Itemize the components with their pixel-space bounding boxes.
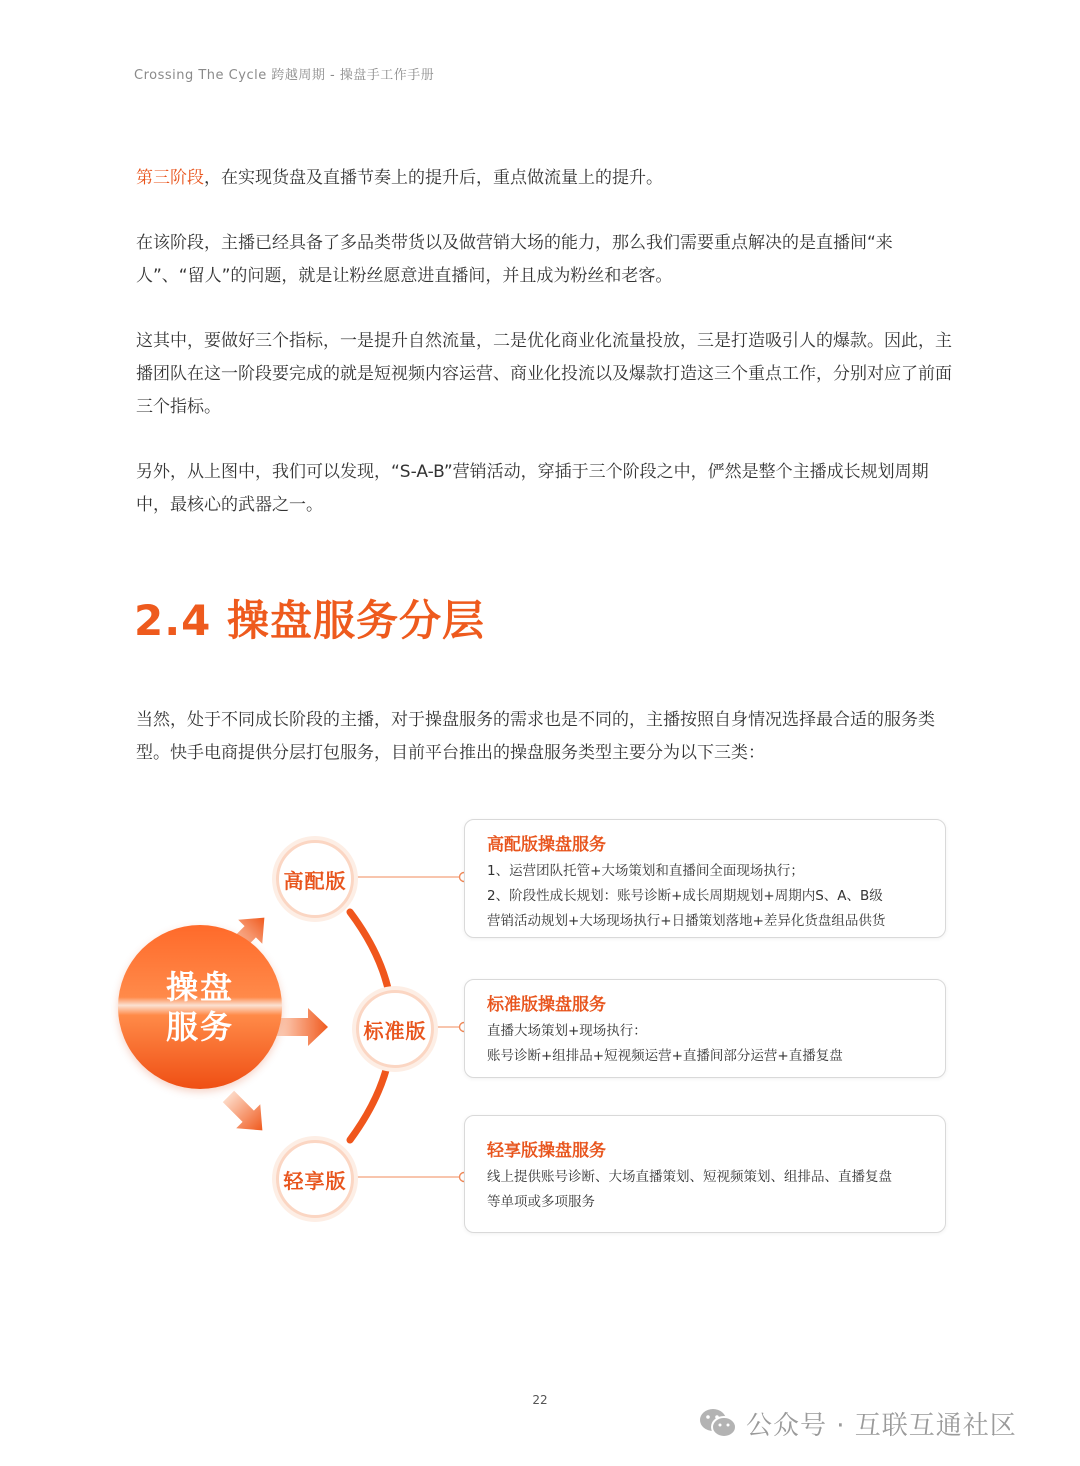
node-premium: 高配版: [276, 840, 354, 918]
node-lite: 轻享版: [276, 1140, 354, 1218]
center-circle: [118, 925, 282, 1089]
center-label: 服务: [165, 1008, 234, 1046]
paragraph-stage-description: 在该阶段，主播已经具备了多品类带货以及做营销大场的能力，那么我们需要重点解决的是直播间“来人”、“留人”的问题，就是让粉丝愿意进直播间，并且成为粉丝和老客。: [136, 233, 893, 286]
node-standard: 标准版: [356, 990, 434, 1068]
card-line: 1、运营团队托管+大场策划和直播间全面现场执行；: [487, 863, 804, 879]
card-title: 标准版操盘服务: [487, 995, 606, 1015]
paragraph-service-intro: 当然，处于不同成长阶段的主播，对于操盘服务的需求也是不同的，主播按照自身情况选择最合适的服务类型。快手电商提供分层打包服务，目前平台推出的操盘服务类型主要分为以下三类：: [136, 710, 935, 763]
paragraph-sab-activity: 另外，从上图中，我们可以发现，“S-A-B”营销活动，穿插于三个阶段之中，俨然是整个主播成长规划周期中，最核心的武器之一。: [136, 462, 929, 515]
arrow-right-icon: [276, 1008, 328, 1046]
card-line: 等单项或多项服务: [487, 1194, 595, 1210]
paragraph-stage-three: [136, 162, 956, 195]
card-line: 直播大场策划+现场执行：: [487, 1023, 647, 1039]
card-title: 高配版操盘服务: [487, 835, 606, 855]
card-line: 账号诊断+组排品+短视频运营+直播间部分运营+直播复盘: [487, 1048, 843, 1064]
card-line: 线上提供账号诊断、大场直播策划、短视频策划、组排品、直播复盘: [487, 1169, 892, 1185]
page-number: 22: [532, 1393, 548, 1407]
card-line: 营销活动规划+大场现场执行+日播策划落地+差异化货盘组品供货: [487, 913, 886, 929]
card-lite-service: [464, 1115, 946, 1233]
section-title: 2.4 操盘服务分层: [134, 596, 486, 645]
highlight-stage-label: 第三阶段: [136, 168, 204, 188]
card-line: 2、阶段性成长规划：账号诊断+成长周期规划+周期内S、A、B级: [487, 888, 883, 904]
center-label: 操盘: [165, 968, 234, 1006]
paragraph-text: ，在实现货盘及直播节奏上的提升后，重点做流量上的提升。: [204, 168, 663, 188]
paragraph-three-indicators: 这其中，要做好三个指标，一是提升自然流量，二是优化商业化流量投放，三是打造吸引人的爆款。因此，主播团队在这一阶段要完成的就是短视频内容运营、商业化投流以及爆款打造这三个重点工作，分别对应了前面三个指标。: [136, 331, 952, 417]
card-standard-service: [464, 979, 946, 1078]
card-title: 轻享版操盘服务: [487, 1141, 606, 1161]
running-header: Crossing The Cycle 跨越周期 - 操盘手工作手册: [134, 68, 435, 83]
watermark: [698, 1402, 1017, 1444]
wechat-icon: [698, 1406, 738, 1440]
watermark-text: 公众号 · 互联互通社区: [746, 1410, 1017, 1441]
service-tier-diagram: [0, 800, 1080, 1250]
card-premium-service: [464, 819, 946, 938]
arrow-down-right-icon: [216, 1084, 274, 1142]
